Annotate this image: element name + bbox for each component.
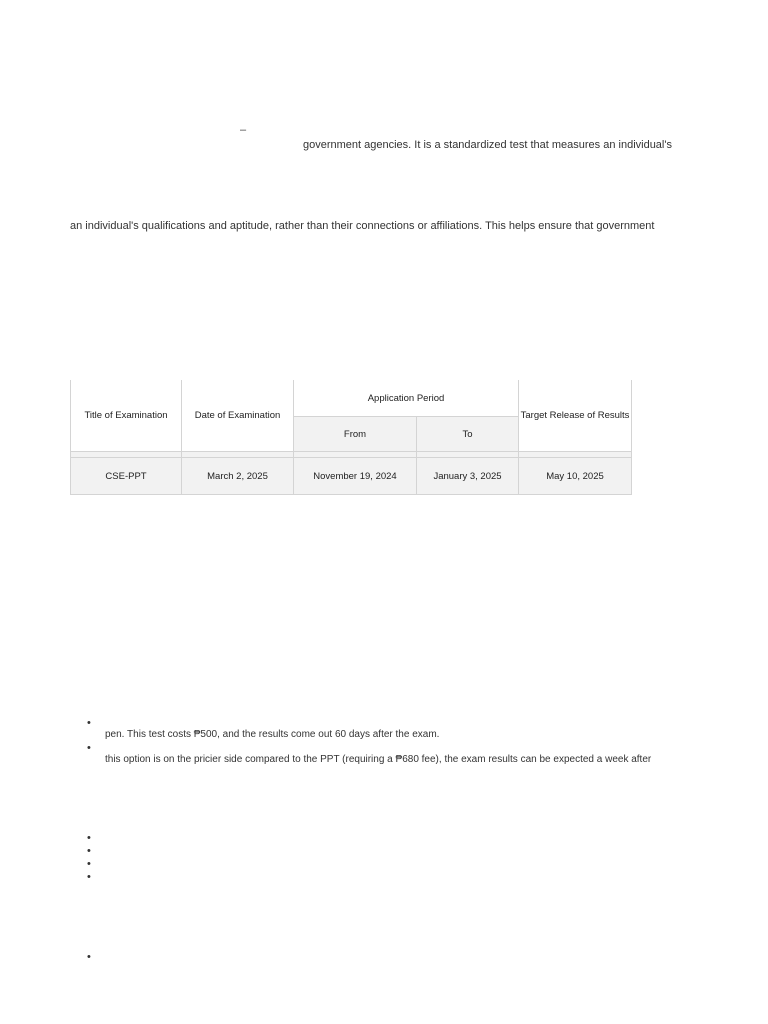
- header-title-of-examination: Title of Examination: [71, 380, 182, 452]
- bullet-text-1: pen. This test costs ₱500, and the results come out 60 days after the exam.: [105, 729, 440, 740]
- paragraph-line-1: government agencies. It is a standardized test that measures an individual's: [303, 139, 672, 151]
- bullet-point: •: [87, 845, 91, 857]
- header-from: From: [294, 417, 417, 452]
- bullet-point: •: [87, 871, 91, 883]
- header-date-of-examination: Date of Examination: [182, 380, 294, 452]
- bullet-text-2: this option is on the pricier side compared to the PPT (requiring a ₱680 fee), the exam results can be expected a week after: [105, 754, 652, 765]
- dash-mark: –: [240, 124, 247, 136]
- cell-to: January 3, 2025: [417, 458, 519, 495]
- bullet-point: •: [87, 717, 91, 729]
- cell-date: March 2, 2025: [182, 458, 294, 495]
- bullet-point: •: [87, 832, 91, 844]
- exam-schedule-table: [70, 380, 632, 495]
- bullet-point: •: [87, 858, 91, 870]
- bullet-point: •: [87, 742, 91, 754]
- table-header-row: [71, 380, 632, 417]
- cell-title: CSE-PPT: [71, 458, 182, 495]
- cell-from: November 19, 2024: [294, 458, 417, 495]
- bullet-point: •: [87, 951, 91, 963]
- paragraph-line-2: an individual's qualifications and aptitude, rather than their connections or affiliations. This helps ensure that government: [70, 220, 655, 232]
- cell-release: May 10, 2025: [519, 458, 632, 495]
- header-to: To: [417, 417, 519, 452]
- header-application-period: Application Period: [294, 380, 519, 417]
- header-target-release: Target Release of Results: [519, 380, 632, 452]
- table-row: [71, 458, 632, 495]
